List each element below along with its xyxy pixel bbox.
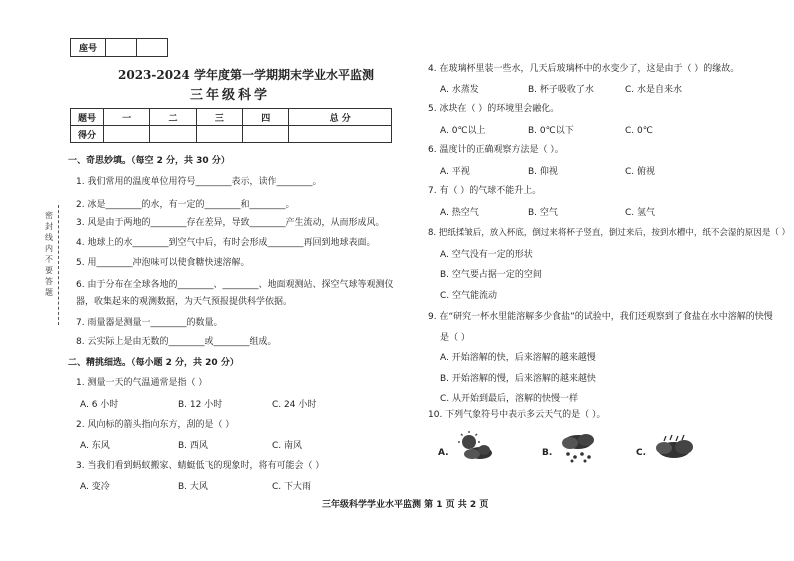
fill-item-2: 2. 冰是________的水，有一定的________和________。	[76, 200, 295, 210]
choice-5-option-b[interactable]: B. 0℃以下	[528, 126, 574, 136]
choice-3-option-c[interactable]: C. 下大雨	[272, 482, 312, 492]
choice-8-option-b[interactable]: B. 空气要占据一定的空间	[440, 270, 542, 280]
page-footer: 三年级科学学业水平监测 第 1 页 共 2 页	[322, 500, 489, 510]
cloud-rain-icon	[652, 430, 696, 464]
choice-10-option-b[interactable]: B.	[542, 448, 553, 458]
choice-5-stem: 5. 冰块在（ ）的环境里会融化。	[428, 104, 560, 114]
choice-6-stem: 6. 温度计的正确观察方法是（ ）。	[428, 145, 564, 155]
choice-8-option-a[interactable]: A. 空气没有一定的形状	[440, 250, 533, 260]
seat-cell-1[interactable]	[106, 39, 137, 57]
choice-1-stem: 1. 测量一天的气温通常是指（ ）	[76, 378, 208, 388]
cloud-snow-icon	[556, 430, 600, 464]
choice-2-option-b[interactable]: B. 西风	[178, 441, 208, 451]
choice-6-option-c[interactable]: C. 俯视	[625, 167, 656, 177]
fill-item-3: 3. 风是由于两地的________存在差异，导致________产生流动，从而形成风。	[76, 218, 385, 228]
choice-10-stem: 10. 下列气象符号中表示多云天气的是（ ）。	[428, 410, 606, 420]
choice-9-option-c[interactable]: C. 从开始到最后，溶解的快慢一样	[440, 394, 579, 404]
choice-9-stem-cont: 是（ ）	[440, 333, 470, 343]
score-header-3: 三	[196, 109, 242, 126]
section2-title: 二、精挑细选。（每小题 2 分，共 20 分）	[68, 358, 239, 368]
choice-4-option-c[interactable]: C. 水是自来水	[625, 85, 683, 95]
seat-cell-2[interactable]	[137, 39, 168, 57]
choice-2-stem: 2. 风向标的箭头指向东方，刮的是（ ）	[76, 420, 235, 430]
choice-2-option-a[interactable]: A. 东风	[80, 441, 110, 451]
choice-1-option-c[interactable]: C. 24 小时	[272, 400, 317, 410]
score-cell[interactable]	[104, 126, 150, 143]
choice-7-stem: 7. 有（ ）的气球不能升上。	[428, 186, 542, 196]
fill-item-6: 6. 由于分布在全球各地的________、________、地面观测站、探空气球等观测仪	[76, 280, 394, 290]
choice-5-option-a[interactable]: A. 0℃以上	[440, 126, 486, 136]
score-cell[interactable]	[196, 126, 242, 143]
score-header-1: 一	[104, 109, 150, 126]
choice-4-option-b[interactable]: B. 杯子吸收了水	[528, 85, 594, 95]
choice-3-option-a[interactable]: A. 变冷	[80, 482, 110, 492]
seat-label: 座号	[71, 39, 106, 57]
choice-9-option-b[interactable]: B. 开始溶解的慢，后来溶解的越来越快	[440, 374, 596, 384]
choice-2-option-c[interactable]: C. 南风	[272, 441, 303, 451]
choice-6-option-b[interactable]: B. 仰视	[528, 167, 558, 177]
score-header-4: 四	[243, 109, 289, 126]
score-header-label: 题号	[71, 109, 104, 126]
binding-notice: 密 封 线 内 不 要 答 题	[45, 211, 53, 297]
choice-1-option-b[interactable]: B. 12 小时	[178, 400, 223, 410]
score-header-total: 总 分	[289, 109, 392, 126]
seat-number-box	[70, 38, 168, 57]
fill-item-7: 7. 雨量器是测量一________的数量。	[76, 318, 223, 328]
subject-title: 三年级科学	[190, 88, 271, 103]
score-header-2: 二	[150, 109, 196, 126]
choice-5-option-c[interactable]: C. 0℃	[625, 126, 653, 136]
choice-3-stem: 3. 当我们看到蚂蚁搬家、蜻蜓低飞的现象时，将有可能会（ ）	[76, 461, 325, 471]
fill-item-1: 1. 我们常用的温度单位用符号________表示，读作________。	[76, 177, 322, 187]
choice-10-option-c[interactable]: C.	[636, 448, 647, 458]
choice-6-option-a[interactable]: A. 平视	[440, 167, 470, 177]
choice-4-option-a[interactable]: A. 水蒸发	[440, 85, 479, 95]
choice-9-stem: 9. 在“研究一杯水里能溶解多少食盐”的试验中，我们还观察到了食盐在水中溶解的快慢	[428, 312, 773, 322]
choice-10-option-a[interactable]: A.	[438, 448, 449, 458]
score-table	[70, 108, 392, 143]
section1-title: 一、奇思妙填。（每空 2 分，共 30 分）	[68, 156, 230, 166]
binding-line	[58, 205, 59, 325]
score-cell[interactable]	[243, 126, 289, 143]
sun-cloud-icon	[452, 430, 496, 464]
choice-7-option-b[interactable]: B. 空气	[528, 208, 558, 218]
fill-item-5: 5. 用________冲泡味可以使食糖快速溶解。	[76, 258, 250, 268]
choice-1-option-a[interactable]: A. 6 小时	[80, 400, 119, 410]
score-cell[interactable]	[150, 126, 196, 143]
exam-title: 2023-2024 学年度第一学期期末学业水平监测	[118, 68, 374, 82]
choice-9-option-a[interactable]: A. 开始溶解的快，后来溶解的越来越慢	[440, 353, 596, 363]
choice-8-stem: 8. 把纸揉皱后，放入杯底，倒过来将杯子竖直，倒过来后，按到水槽中，纸不会湿的原因是（ ）	[428, 228, 791, 238]
choice-7-option-c[interactable]: C. 氢气	[625, 208, 656, 218]
fill-item-8: 8. 云实际上是由无数的________或________组成。	[76, 337, 277, 347]
score-row-label: 得分	[71, 126, 104, 143]
choice-8-option-c[interactable]: C. 空气能流动	[440, 291, 498, 301]
fill-item-4: 4. 地球上的水________到空气中后，有时会形成________再回到地球表面。	[76, 238, 376, 248]
fill-item-6-cont: 器，收集起来的观测数据，为天气预报提供科学依据。	[76, 297, 293, 307]
choice-7-option-a[interactable]: A. 热空气	[440, 208, 479, 218]
choice-4-stem: 4. 在玻璃杯里装一些水，几天后玻璃杯中的水变少了，这是由于（ ）的缘故。	[428, 64, 740, 74]
choice-3-option-b[interactable]: B. 大风	[178, 482, 208, 492]
score-cell[interactable]	[289, 126, 392, 143]
